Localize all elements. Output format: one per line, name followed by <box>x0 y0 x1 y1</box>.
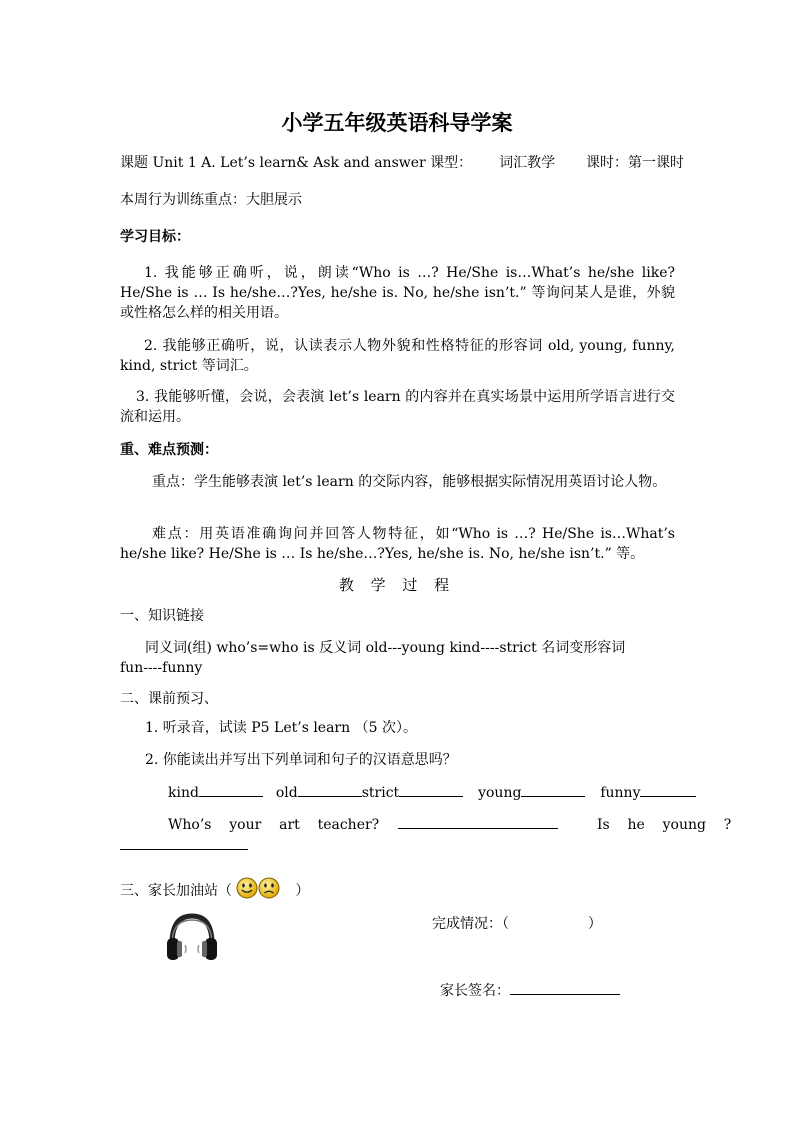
answer-blank[interactable] <box>120 849 248 850</box>
word-young: young <box>478 785 522 801</box>
sentence-fill-line <box>168 814 732 835</box>
smiley-sad-icon[interactable] <box>258 877 280 905</box>
signature-blank[interactable] <box>510 980 620 995</box>
process-title: 教 学 过 程 <box>338 576 456 594</box>
smiley-happy-icon[interactable] <box>236 877 258 905</box>
answer-blank[interactable] <box>199 782 263 797</box>
difficult-point: 难点：用英语准确询问并回答人物特征，如“Who is …? He/She is…What’s he/she like? He/She is … Is he/she…?Yes, he/she is. No, he/she isn’t.” 等。 <box>120 526 675 562</box>
completion-close: ） <box>587 916 602 932</box>
objectives-heading: 学习目标： <box>120 229 190 245</box>
lesson-period: 课时：第一课时 <box>586 155 684 171</box>
answer-blank[interactable] <box>398 814 558 829</box>
word-kind: kind <box>168 785 199 801</box>
preview-step-2: 2. 你能读出并写出下列单词和句子的汉语意思吗？ <box>145 752 457 768</box>
answer-blank[interactable] <box>521 782 585 797</box>
lesson-type: 词汇教学 <box>499 155 556 171</box>
parent-signature <box>440 980 640 1001</box>
objective-item-2: 2. 我能够正确听，说，认读表示人物外貌和性格特征的形容词 old, young, funny, kind, strict 等词汇。 <box>120 338 675 374</box>
answer-blank[interactable] <box>399 782 463 797</box>
question-2: Is he young ? <box>597 817 732 833</box>
signature-label: 家长签名： <box>440 983 510 999</box>
question-1: Who’s your art teacher? <box>168 817 380 833</box>
objective-item-3: 3. 我能够听懂，会说，会表演 let’s learn 的内容并在真实场景中运用所学语言进行交流和运用。 <box>120 389 675 425</box>
section3-heading-text: 三、家长加油站（ <box>120 883 232 899</box>
objective-item-1: 1. 我能够正确听，说，朗读“Who is …? He/She is…What’s he/she like? He/She is … Is he/she…?Yes, he/she is. No, he/she isn’t.” 等询问某人是谁，外貌或性格怎么样的相关用语。 <box>120 265 675 321</box>
completion-status <box>432 914 632 934</box>
completion-label: 完成情况：（ <box>432 916 509 932</box>
section3-heading-close: ） <box>295 883 310 899</box>
behavior-focus: 本周行为训练重点：大胆展示 <box>120 192 302 208</box>
answer-blank[interactable] <box>640 782 696 797</box>
word-fill-line <box>168 782 668 803</box>
lesson-info-line <box>120 153 684 173</box>
word-old: old <box>275 785 298 801</box>
page-title: 小学五年级英语科导学案 <box>281 111 513 135</box>
key-point: 重点：学生能够表演 let’s learn 的交际内容，能够根据实际情况用英语讨论人物。 <box>152 474 667 490</box>
answer-blank[interactable] <box>298 782 362 797</box>
headphones-icon <box>164 910 220 964</box>
lesson-topic: 课题 Unit 1 A. Let’s learn& Ask and answer 课型： <box>120 155 473 171</box>
preview-step-1: 1. 听录音，试读 P5 Let’s learn （5 次）。 <box>145 720 417 736</box>
word-funny: funny <box>600 785 641 801</box>
word-strict: strict <box>361 785 400 801</box>
synonym-line: 同义词(组) who’s=who is 反义词 old---young kind----strict 名词变形容词 <box>145 640 626 656</box>
section1-heading: 一、知识链接 <box>120 608 204 624</box>
noun-adj-line: fun----funny <box>120 660 203 676</box>
section2-heading: 二、课前预习、 <box>120 691 218 707</box>
section3-heading <box>120 877 675 905</box>
keypoints-heading: 重、难点预测： <box>120 442 218 458</box>
